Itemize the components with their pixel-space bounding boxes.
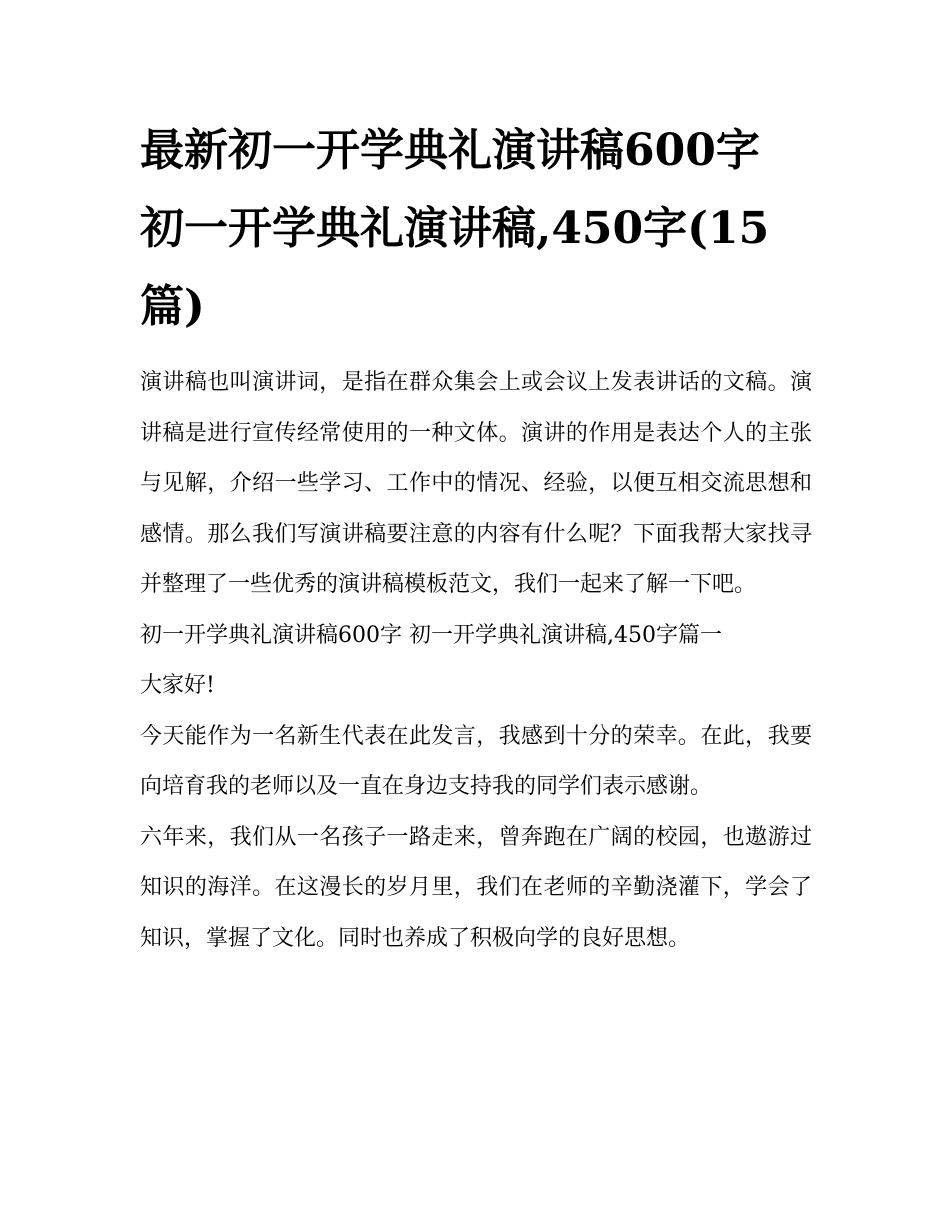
body-paragraph: 六年来，我们从一名孩子一路走来，曾奔跑在广阔的校园，也遨游过知识的海洋。在这漫长的岁月里，我们在老师的辛勤浇灌下，学会了知识，掌握了文化。同时也养成了积极向学的良好思想。	[140, 824, 812, 951]
document-content	[140, 112, 812, 964]
greeting-paragraph: 大家好!	[140, 673, 215, 698]
section-heading: 初一开学典礼演讲稿600字 初一开学典礼演讲稿,450字篇一	[140, 622, 722, 648]
body-paragraph: 今天能作为一名新生代表在此发言，我感到十分的荣幸。在此，我要向培育我的老师以及一直在身边支持我的同学们表示感谢。	[140, 723, 812, 799]
document-title: 最新初一开学典礼演讲稿600字 初一开学典礼演讲稿,450字(15篇)	[140, 125, 770, 332]
intro-paragraph: 演讲稿也叫演讲词，是指在群众集会上或会议上发表讲话的文稿。演讲稿是进行宣传经常使用的一种文体。演讲的作用是表达个人的主张与见解，介绍一些学习、工作中的情况、经验，以便互相交流思想和感情。那么我们写演讲稿要注意的内容有什么呢？下面我帮大家找寻并整理了一些优秀的演讲稿模板范文，我们一起来了解一下吧。	[140, 370, 812, 597]
